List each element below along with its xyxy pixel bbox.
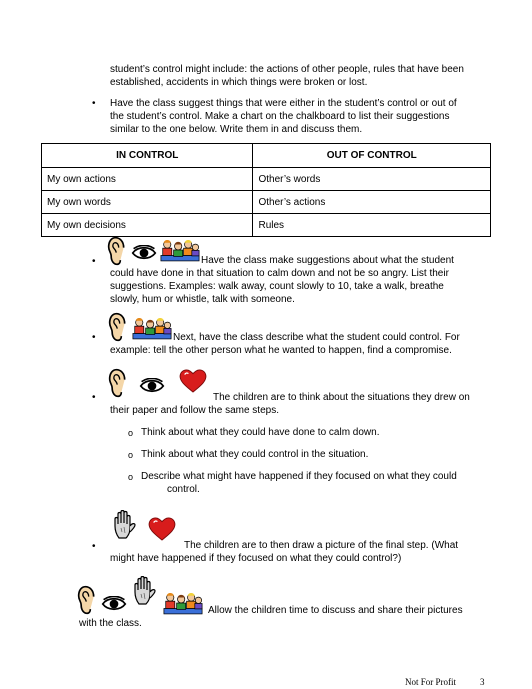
hand-icon <box>113 510 137 540</box>
table-row <box>42 214 491 237</box>
intro-line-1: student’s control might include: the actions of other people, rules that have been <box>110 64 464 75</box>
bullet-marker: • <box>92 541 96 552</box>
table-cell: Other’s words <box>253 168 491 191</box>
eye-icon <box>131 245 157 261</box>
bullet-1-line-3: similar to the one below. Write them in and discuss them. <box>110 124 363 135</box>
bullet-3-line-2: example: tell the other person what he wanted to happen, find a compromise. <box>110 345 452 356</box>
table-row <box>42 191 491 214</box>
sub-bullet-marker: o <box>128 472 134 482</box>
ear-icon <box>107 236 127 266</box>
table-header-row <box>42 144 491 168</box>
group-of-children-icon <box>163 591 203 615</box>
control-table <box>41 143 491 237</box>
table-row <box>42 168 491 191</box>
bullet-3-line-1: Next, have the class describe what the student could control. For <box>173 332 460 343</box>
closing-line-2: with the class. <box>79 618 142 629</box>
sub-bullet-3-line-2: control. <box>167 484 200 495</box>
bullet-2-line-3: suggestions. Examples: walk away, count slowly to 10, take a walk, breathe <box>110 281 444 292</box>
bullet-marker: • <box>92 332 96 343</box>
table-cell: My own actions <box>42 168 253 191</box>
heart-icon <box>148 517 176 541</box>
bullet-1-line-1: Have the class suggest things that were either in the student’s control or out of <box>110 98 457 109</box>
sub-bullet-3 <box>141 470 457 496</box>
page-number: 3 <box>480 677 485 687</box>
heart-icon <box>179 369 207 393</box>
sub-bullet-2: Think about what they could control in the situation. <box>141 449 369 460</box>
bullet-marker: • <box>92 392 96 403</box>
sub-bullet-marker: o <box>128 428 134 438</box>
eye-icon <box>101 596 127 612</box>
group-of-children-icon <box>160 238 200 262</box>
ear-icon <box>77 585 97 615</box>
group-of-children-icon <box>132 316 172 340</box>
table-cell: Other’s actions <box>253 191 491 214</box>
sub-bullet-marker: o <box>128 450 134 460</box>
table-cell: Rules <box>253 214 491 237</box>
table-cell: My own decisions <box>42 214 253 237</box>
sub-bullet-1: Think about what they could have done to calm down. <box>141 427 380 438</box>
hand-icon <box>133 576 157 606</box>
eye-icon <box>139 378 165 394</box>
bullet-5-line-2: might have happened if they focused on what they could control?) <box>110 553 402 564</box>
bullet-2-rest <box>110 267 449 306</box>
bullet-marker: • <box>92 256 96 267</box>
table-header-in-control: IN CONTROL <box>42 144 253 168</box>
table-header-out-of-control: OUT OF CONTROL <box>253 144 491 168</box>
sub-bullet-3-line-1: Describe what might have happened if they focused on what they could <box>141 471 457 482</box>
ear-icon <box>108 368 128 398</box>
bullet-5-line-1: The children are to then draw a picture of the final step. (What <box>184 540 459 551</box>
bullet-4-line-2: their paper and follow the same steps. <box>110 405 279 416</box>
bullet-2-line-2: could have done in that situation to calm down and not be so angry. List their <box>110 268 449 279</box>
bullet-2-line-1: Have the class make suggestions about what the student <box>201 255 454 266</box>
bullet-1-paragraph <box>110 97 457 136</box>
intro-line-2: established, accidents in which things were broken or lost. <box>110 77 368 88</box>
table-cell: My own words <box>42 191 253 214</box>
closing-line-1: Allow the children time to discuss and share their pictures <box>208 605 463 616</box>
intro-paragraph <box>110 63 464 89</box>
bullet-marker: • <box>92 98 96 109</box>
bullet-1-line-2: the student’s control. Make a chart on the chalkboard to list their suggestions <box>110 111 450 122</box>
ear-icon <box>108 312 128 342</box>
footer-label: Not For Profit <box>405 677 457 687</box>
bullet-4-line-1: The children are to think about the situations they drew on <box>213 392 470 403</box>
bullet-2-line-4: slowly, hum or whistle, talk with someone. <box>110 294 295 305</box>
